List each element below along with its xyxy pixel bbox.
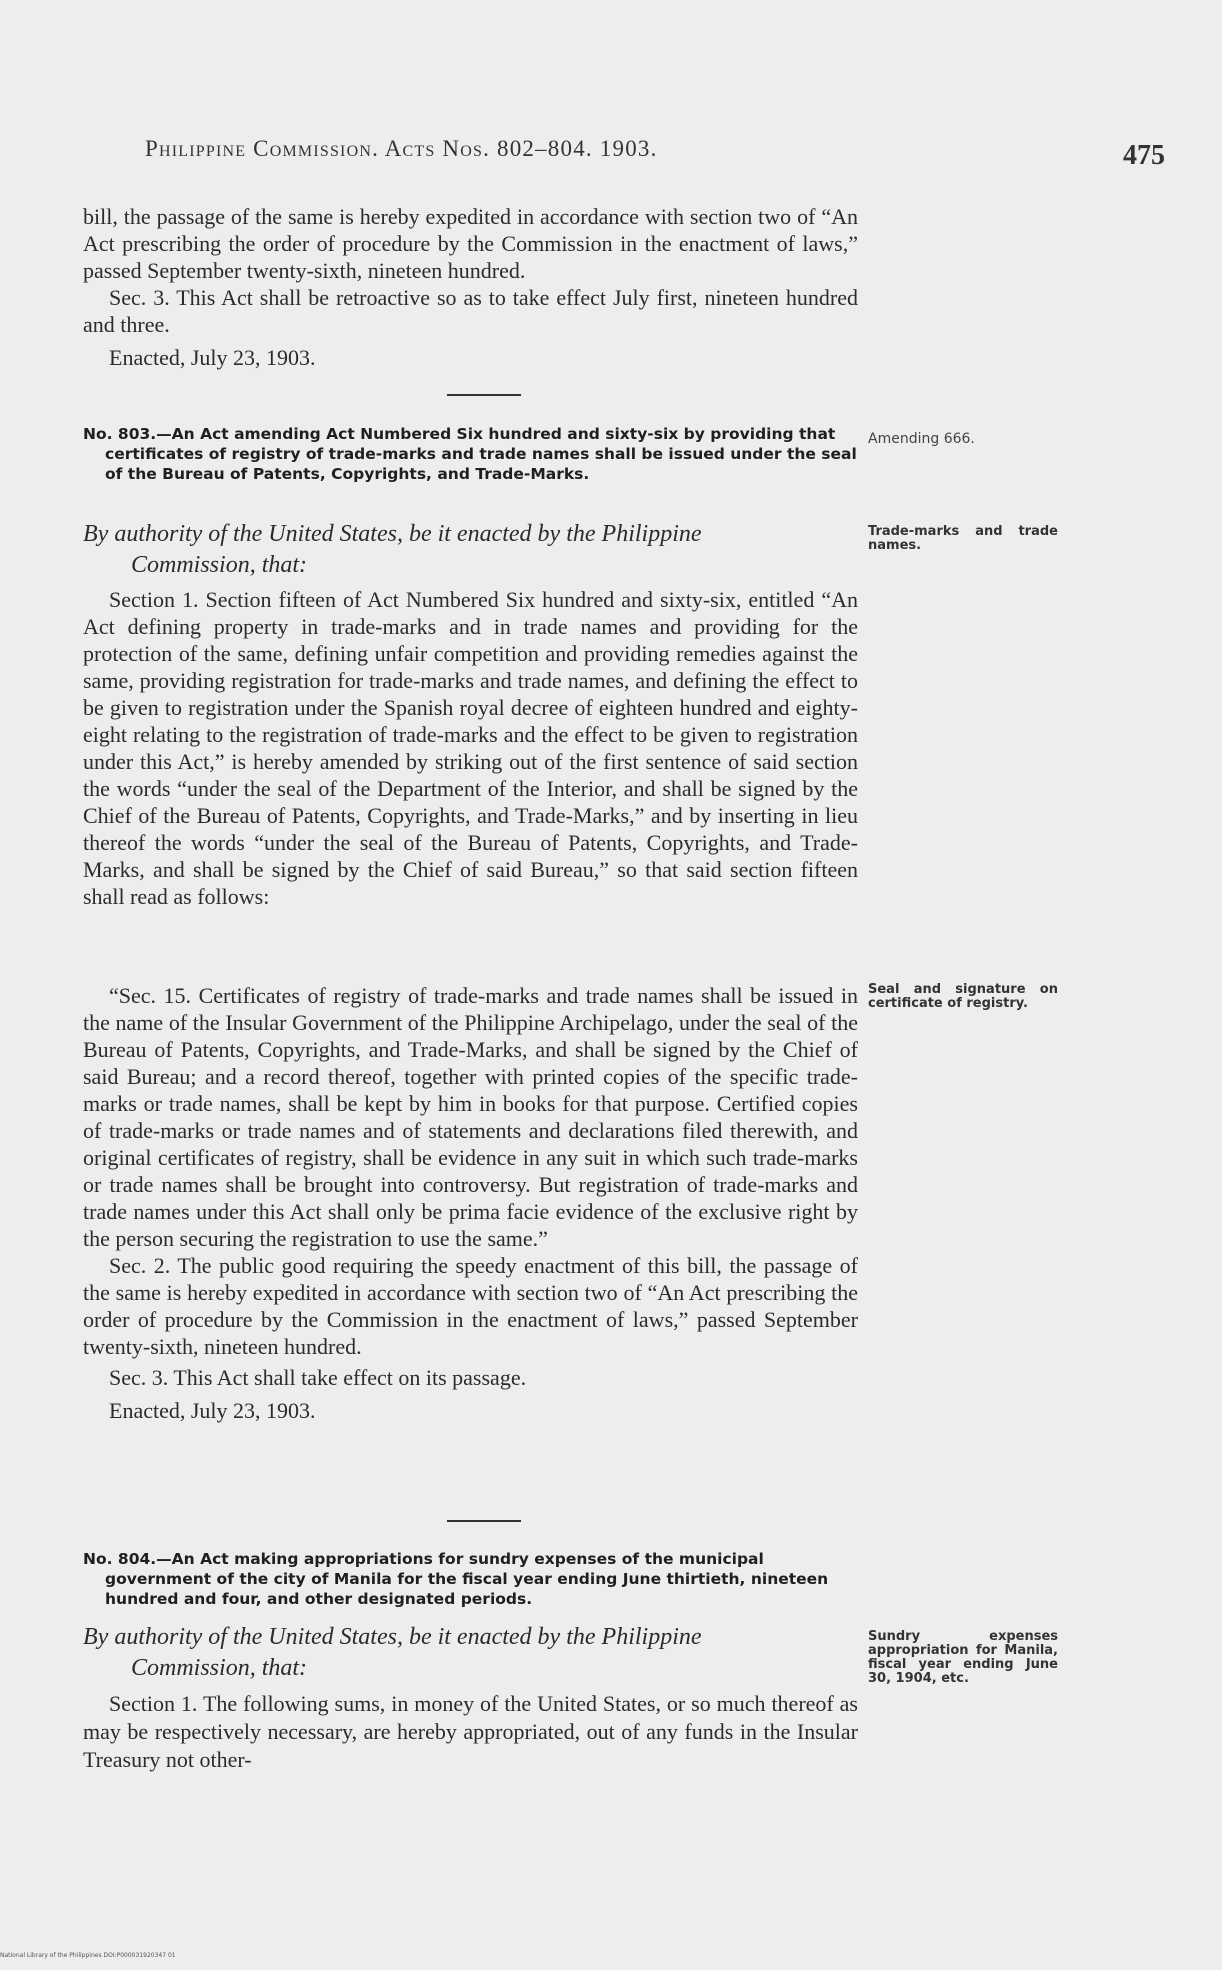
act-804-title: No. 804.—An Act making appropriations for sundry expenses of the municipal government of the city of Manila for the fiscal year ending June thirtieth, nineteen hundred and four, and other designated periods. [83, 1550, 829, 1608]
separator-rule [447, 1520, 521, 1522]
act-802-ending [83, 203, 858, 371]
act-802-section-3: Sec. 3. This Act shall be retroactive so as to take effect July first, nineteen hundred and three. [83, 285, 858, 337]
page-header [145, 136, 1165, 176]
act-802-enacted: Enacted, July 23, 1903. [109, 345, 316, 370]
margin-note-trade-marks: Trade-marks and trade names. [868, 524, 1058, 553]
act-804-body [83, 1690, 858, 1774]
margin-note-amending: Amending 666. [868, 431, 975, 447]
enacting-line-2: Commission, that: [131, 1655, 308, 1681]
separator-rule [447, 394, 521, 396]
enacting-line-1: By authority of the United States, be it enacted by the Philippine [83, 521, 702, 547]
act-803-enacting-clause [83, 519, 858, 581]
act-803-section-2: Sec. 2. The public good requiring the speedy enactment of this bill, the passage of the same is hereby expedited in accordance with section two of “An Act prescribing the order of procedure by the Commission in the enactment of laws,” passed September twenty-sixth, nineteen hundred. [83, 1253, 858, 1359]
act-802-paragraph: bill, the passage of the same is hereby expedited in accordance with section two of “An Act prescribing the order of procedure by the Commission in the enactment of laws,” passed September twenty-sixth, nineteen hundred. [83, 204, 858, 283]
margin-note-seal-signature: Seal and signature on certificate of registry. [868, 982, 1058, 1011]
page-number: 475 [1123, 140, 1165, 171]
act-803-title: No. 803.—An Act amending Act Numbered Six hundred and sixty-six by providing that certificates of registry of trade-marks and trade names shall be issued under the seal of the Bureau of Patents, Copyrights, and Trade-Marks. [83, 425, 857, 483]
act-803-body [83, 586, 858, 910]
enacting-line-2: Commission, that: [131, 552, 308, 578]
enacting-line-1: By authority of the United States, be it enacted by the Philippine [83, 1624, 702, 1650]
act-804-section-1: Section 1. The following sums, in money of the United States, or so much thereof as may be respectively necessary, are hereby appropriated, out of any funds in the Insular Treasury not other- [83, 1691, 858, 1772]
act-804-enacting-clause [83, 1622, 858, 1684]
act-803-section-3: Sec. 3. This Act shall take effect on its passage. [109, 1365, 527, 1390]
act-803-enacted: Enacted, July 23, 1903. [109, 1398, 316, 1423]
margin-note-sundry-expenses: Sundry expenses appropriation for Manila, fiscal year ending June 30, 1904, etc. [868, 1629, 1058, 1686]
running-title: Philippine Commission. Acts Nos. 802–804. 1903. [145, 136, 658, 161]
act-803-section-15: “Sec. 15. Certificates of registry of trade-marks and trade names shall be issued in the name of the Insular Government of the Philippine Archipelago, under the seal of the Bureau of Patents, Copyrights, and Trade-Marks, and shall be signed by the Chief of said Bureau; and a record thereof, together with printed copies of the specific trade-marks or trade names, shall be kept by him in books for that purpose. Certified copies of trade-marks or trade names and of statements and declarations filed therewith, and original certificates of registry, shall be evidence in any suit in which such trade-marks or trade names shall be brought into controversy. But registration of trade-marks and trade names under this Act shall only be prima facie evidence of the exclusive right by the person securing the registration to use the same.” Sec. 2. The public good requiring the speedy enactment of this bill, the passage of the same is hereby expedited in accordance with section two of “An Act prescribing the order of procedure by the Commission in the enactment of laws,” passed September twenty-sixth, nineteen hundred. Sec. 3. This Act shall take effect on its passage. Enacted, July 23, 1903. [83, 983, 858, 1423]
act-803-section-1: Section 1. Section fifteen of Act Numbered Six hundred and sixty-six, entitled “An Act defining property in trade-marks and in trade names and providing for the protection of the same, defining unfair competition and providing remedies against the same, providing registration for trade-marks and trade names, and defining the effect to be given to registration under the Spanish royal decree of eighteen hundred and eighty-eight relating to the registration of trade-marks and the effect to be given to registration under this Act,” is hereby amended by striking out of the first sentence of said section the words “under the seal of the Department of the Interior, and shall be signed by the Chief of the Bureau of Patents, Copyrights, and Trade-Marks,” and by inserting in lieu thereof the words “under the seal of the Bureau of Patents, Copyrights, and Trade-Marks, and shall be signed by the Chief of said Bureau,” so that said section fifteen shall read as follows: [83, 587, 858, 909]
scan-footer-tag: National Library of the Philippines DOI:P000031920347 01 [0, 1952, 176, 1959]
